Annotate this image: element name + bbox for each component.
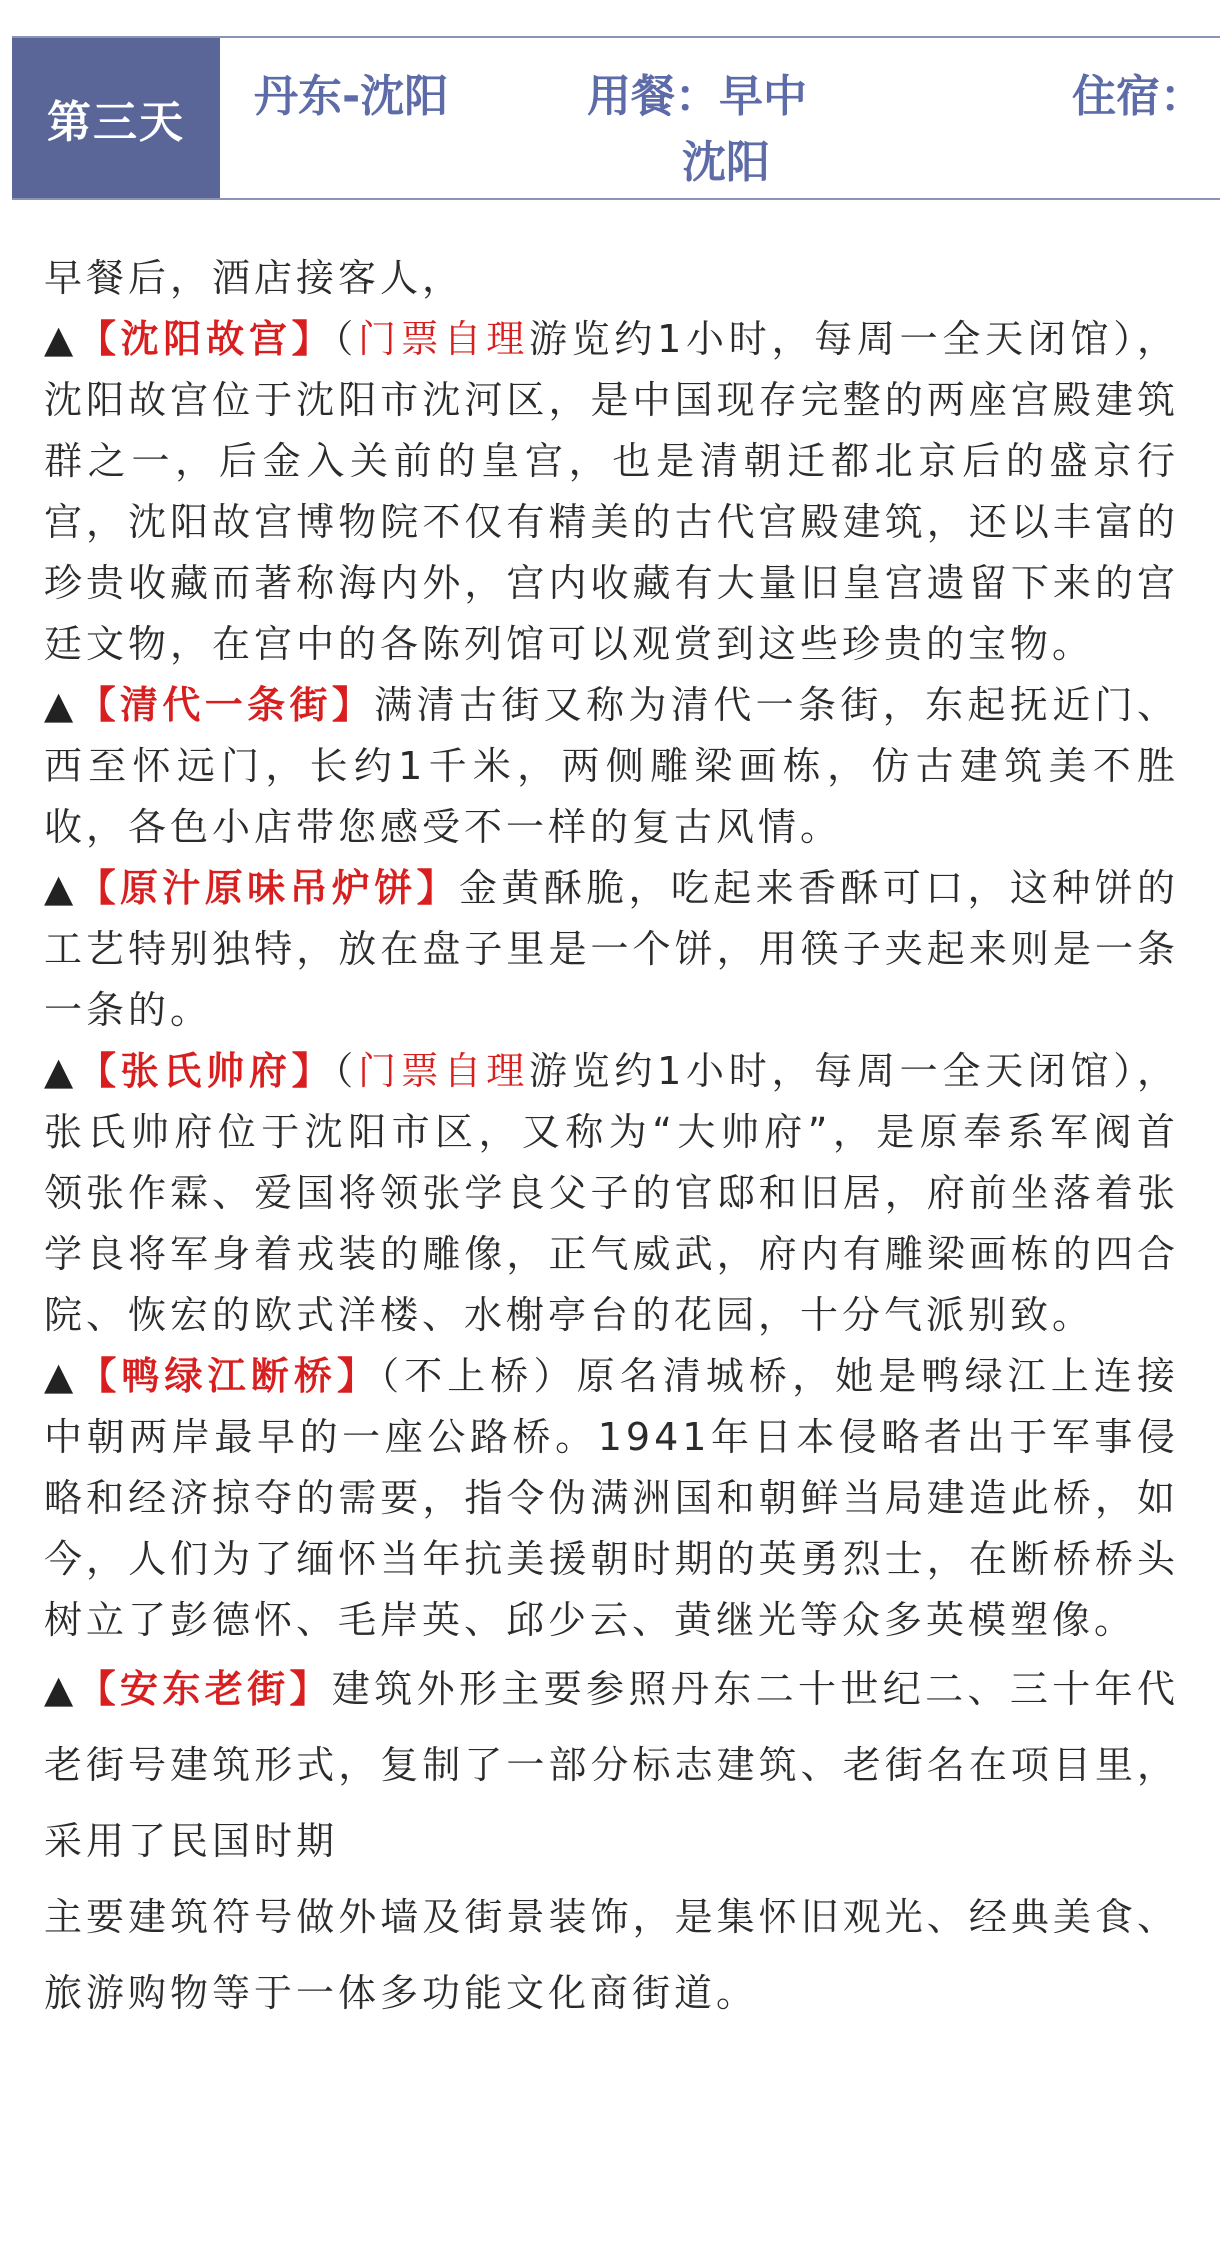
item-shenyang-palace (44, 309, 1179, 675)
lodging-city: 沈阳 (682, 137, 770, 188)
ticket-note: 门票自理 (358, 1049, 529, 1093)
item-title: 【安东老街】 (77, 1667, 332, 1711)
item-title: 【原汁原味吊炉饼】 (77, 866, 459, 910)
triangle-marker-icon: ▲ (44, 866, 78, 910)
item-title: 【清代一条街】 (77, 683, 375, 727)
day-label: 第三天 (12, 38, 220, 198)
triangle-marker-icon: ▲ (44, 1354, 79, 1398)
paren-open: （ (334, 317, 359, 361)
item-title: 【张氏帅府】 (77, 1049, 335, 1093)
triangle-marker-icon: ▲ (44, 317, 78, 361)
itinerary-body (44, 248, 1179, 2031)
item-zhang-mansion (44, 1041, 1179, 1346)
closing-text: 主要建筑符号做外墙及街景装饰，是集怀旧观光、经典美食、旅游购物等于一体多功能文化商街道。 (44, 1895, 1179, 2015)
item-diaolu-bing (44, 858, 1179, 1041)
lodging-label: 住宿： (1072, 71, 1204, 122)
item-qing-street (44, 675, 1179, 858)
item-andong-street (44, 1651, 1179, 1879)
item-text: 满清古街又称为清代一条街，东起抚近门、西至怀远门，长约1千米，两侧雕梁画栋，仿古建筑美不胜收，各色小店带您感受不一样的复古风情。 (44, 683, 1179, 849)
item-text: 建筑外形主要参照丹东二十世纪二、三十年代老街号建筑形式，复制了一部分标志建筑、老街名在项目里，采用了民国时期 (44, 1667, 1179, 1863)
meals-label: 用餐：早中 (587, 71, 807, 122)
item-title: 【鸭绿江断桥】 (78, 1354, 381, 1398)
paren-open: （ (334, 1049, 359, 1093)
item-text: 金黄酥脆，吃起来香酥可口，这种饼的工艺特别独特，放在盘子里是一个饼，用筷子夹起来则是一条一条的。 (44, 866, 1179, 1032)
intro-text: 早餐后，酒店接客人， (44, 256, 465, 300)
item-text: 游览约1小时，每周一全天闭馆），张氏帅府位于沈阳市区，又称为“大帅府”，是原奉系军阀首领张作霖、爱国将领张学良父子的官邸和旧居，府前坐落着张学良将军身着戎装的雕像，正气威武，府内有雕梁画栋的四合院、恢宏的欧式洋楼、水榭亭台的花园，十分气派别致。 (44, 1049, 1179, 1337)
route-label: 丹东-沈阳 (254, 71, 449, 122)
item-text: 游览约1小时，每周一全天闭馆），沈阳故宫位于沈阳市沈河区，是中国现存完整的两座宫殿建筑群之一，后金入关前的皇宫，也是清朝迁都北京后的盛京行宫，沈阳故宫博物院不仅有精美的古代宫殿建筑，还以丰富的珍贵收藏而著称海内外，宫内收藏有大量旧皇宫遗留下来的宫廷文物，在宫中的各陈列馆可以观赏到这些珍贵的宝物。 (44, 317, 1179, 666)
triangle-marker-icon: ▲ (44, 1049, 78, 1093)
item-title: 【沈阳故宫】 (77, 317, 335, 361)
ticket-note: 门票自理 (358, 317, 529, 361)
triangle-marker-icon: ▲ (44, 1667, 78, 1711)
item-broken-bridge (44, 1346, 1179, 1651)
item-text: （不上桥）原名清城桥，她是鸭绿江上连接中朝两岸最早的一座公路桥。1941年日本侵略者出于军事侵略和经济掠夺的需要，指令伪满洲国和朝鲜当局建造此桥，如今，人们为了缅怀当年抗美援朝时期的英勇烈士，在断桥桥头树立了彭德怀、毛岸英、邱少云、黄继光等众多英模塑像。 (44, 1354, 1179, 1642)
triangle-marker-icon: ▲ (44, 683, 78, 727)
day-header (12, 36, 1220, 200)
